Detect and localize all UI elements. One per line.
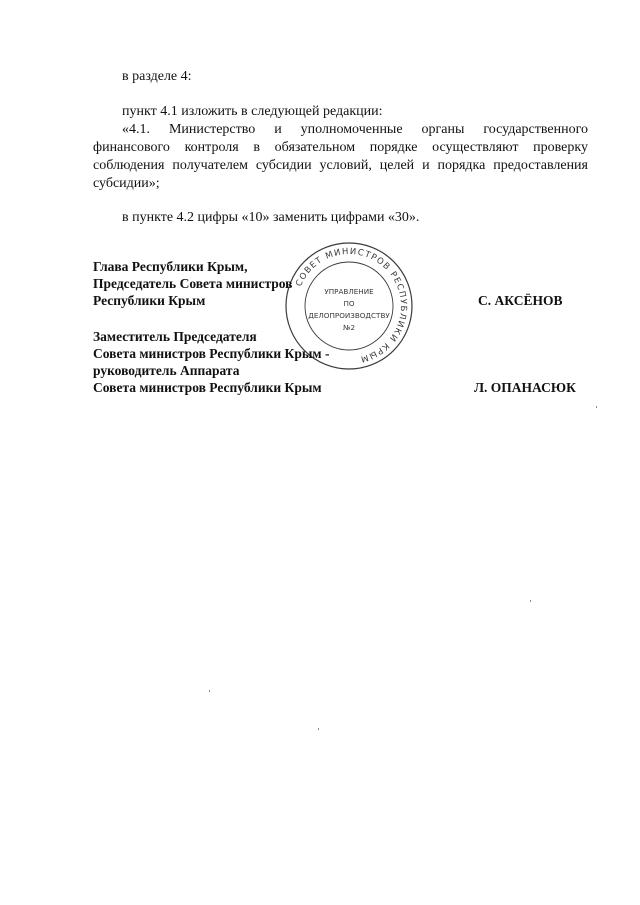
signatory-2-name: Л. ОПАНАСЮК [474,380,576,395]
scan-speck [318,728,319,730]
svg-text:№2: №2 [342,323,356,332]
signatory-2-title-line-1: Заместитель Председателя [93,329,257,344]
signatory-1-title-line-3: Республики Крым [93,293,206,308]
body-line-point: пункт 4.1 изложить в следующей редакции: [122,104,383,119]
signatory-2-title-line-3: руководитель Аппарата [93,363,240,378]
signatory-1-title-line-1: Глава Республики Крым, [93,259,248,274]
signatory-1-name: С. АКСЁНОВ [478,293,563,308]
svg-text:ДЕЛОПРОИЗВОДСТВУ: ДЕЛОПРОИЗВОДСТВУ [308,311,390,320]
quote-line-4: субсидии»; [93,176,160,191]
scan-speck [209,690,210,692]
svg-text:УПРАВЛЕНИЕ: УПРАВЛЕНИЕ [324,287,374,296]
quote-line-3: соблюдения получателем субсидии условий, целей и порядка предоставления [93,158,588,173]
signatory-2-title-line-2: Совета министров Республики Крым - [93,346,330,361]
scan-speck [530,600,531,602]
quote-line-1: «4.1. Министерство и уполномоченные органы государственного [122,122,588,137]
quote-line-2: финансового контроля в обязательном порядке осуществляют проверку [93,140,588,155]
signatory-1-title-line-2: Председатель Совета министров [93,276,293,291]
body-line-section: в разделе 4: [122,69,192,84]
signatory-2-title-line-4: Совета министров Республики Крым [93,380,322,395]
svg-text:СОВЕТ МИНИСТРОВ РЕСПУБЛИКИ КРЫ: СОВЕТ МИНИСТРОВ РЕСПУБЛИКИ КРЫМ [294,246,409,364]
body-line-replace: в пункте 4.2 цифры «10» заменить цифрами «30». [122,210,420,225]
svg-text:ПО: ПО [343,299,355,308]
scan-speck [596,406,597,408]
